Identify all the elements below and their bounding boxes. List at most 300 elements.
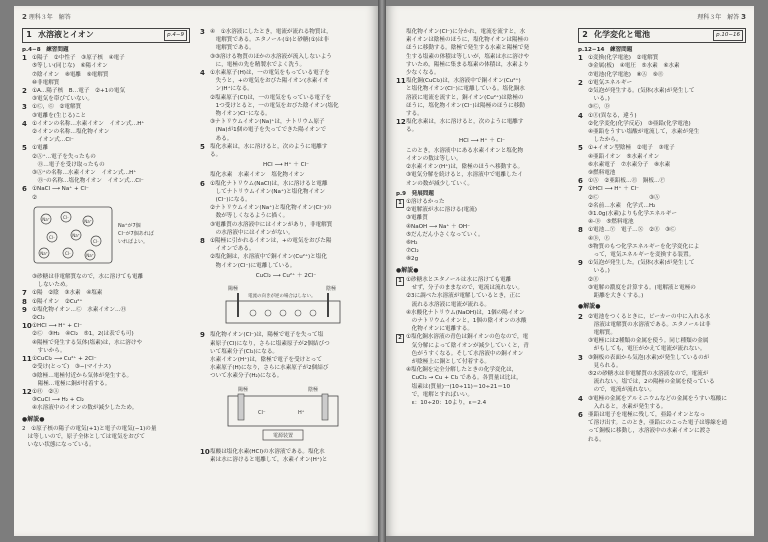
text-line: Ⓑ…電子を受け取ったもの bbox=[32, 161, 105, 168]
kaisetsu-text bbox=[396, 276, 568, 407]
right-page bbox=[386, 6, 754, 536]
item-number: 1 bbox=[22, 54, 27, 63]
item-number: 4 bbox=[22, 119, 27, 128]
numbered-item bbox=[578, 112, 746, 145]
text-line: ①塩化物イオン…Ⓒ 水素イオン…Ⓗ bbox=[32, 306, 127, 313]
text-line: ①砂糖水とエタノールは水に溶けても電離 bbox=[406, 276, 512, 283]
item-number: 10 bbox=[200, 447, 210, 456]
text-line: いて塩素分子(Cl₂)になる。 bbox=[210, 348, 279, 355]
text-line: 塩化銅(CuCl₂)は，水溶液中で銅イオン(Cu²⁺) bbox=[406, 78, 521, 85]
text-line: ③CuCl ⟶ H₂ + Cl₂ bbox=[32, 397, 84, 404]
text-line: すいから。 bbox=[32, 347, 66, 354]
kaisetsu-label: ●解説● bbox=[396, 266, 419, 274]
item-text bbox=[32, 388, 190, 413]
item-number: 8 bbox=[22, 297, 27, 306]
numbered-item bbox=[200, 180, 372, 237]
item-text bbox=[588, 313, 746, 354]
figure-label: 電流の向きが逆の場合はしない。 bbox=[248, 294, 316, 300]
item-text bbox=[588, 177, 746, 185]
text-line: ①陽極に引かれるイオンは，+の電気をおびた陽 bbox=[210, 238, 332, 245]
text-line: 塩酸は塩化水素(HCl)の水溶液である。塩化水 bbox=[210, 448, 325, 455]
item-text bbox=[210, 69, 372, 143]
figure-label: Cl⁻ bbox=[64, 250, 72, 256]
text-line: と塩化物イオン(Cl⁻)に電離している。塩化銅水 bbox=[406, 86, 525, 93]
numbered-item bbox=[22, 355, 190, 388]
item-number bbox=[396, 28, 406, 77]
text-line: の水溶液中にはイオンがない。 bbox=[210, 229, 294, 236]
section-pages: p.10−16 bbox=[713, 30, 743, 40]
item-text bbox=[210, 331, 372, 380]
text-line: ①陽イオン ②Cu²⁺ bbox=[32, 298, 83, 305]
item-text bbox=[406, 28, 568, 77]
figure-shape bbox=[226, 301, 340, 323]
item-number: 3 bbox=[200, 28, 205, 36]
right-running-head bbox=[697, 12, 746, 21]
figure-label: H⁺ bbox=[298, 409, 305, 416]
text-line: ②水素イオン(H⁺)は，陰極のほうへ移動する。 bbox=[406, 164, 524, 171]
text-line: 流れない。塩では，2の陽極の金属を使っている bbox=[588, 379, 715, 386]
numbered-item bbox=[578, 185, 746, 226]
item-number bbox=[396, 309, 406, 334]
text-line: 数が等しくなるように描く。 bbox=[210, 213, 289, 220]
text-line: ③③溶ける物質のほかの水溶液が流入しないよう bbox=[210, 53, 332, 60]
text-line: 1つ受けとると，一の電気をおびた陰イオン(塩化 bbox=[210, 102, 339, 109]
item-number: 9 bbox=[22, 305, 27, 314]
item-text bbox=[32, 120, 190, 145]
electrolysis-figure-hcl bbox=[208, 384, 372, 445]
item-number: 11 bbox=[396, 77, 406, 86]
item-number: 8 bbox=[200, 237, 205, 246]
left-page-number: 2 bbox=[22, 13, 27, 21]
boxed-number: 2 bbox=[396, 334, 404, 343]
text-line: 物イオン)Cl⁻になる。 bbox=[210, 111, 271, 118]
numbered-item bbox=[22, 185, 190, 201]
text-line: ⑩非電解質 bbox=[32, 79, 60, 86]
text-line: ②Ⓒ ③Ⓐ bbox=[588, 194, 660, 201]
text-line: 見られる。 bbox=[588, 362, 622, 369]
item-text bbox=[32, 144, 190, 185]
text-line: れる。 bbox=[588, 436, 605, 443]
item-text bbox=[32, 273, 190, 289]
numbered-item bbox=[396, 276, 568, 309]
left-page bbox=[14, 6, 378, 536]
text-line: ③砂糖は非電解質なので，水に溶けても電離 bbox=[32, 274, 144, 281]
section-number: 1 bbox=[26, 30, 32, 40]
text-line: ①Ⓒ，Ⓖ ②電解質 bbox=[32, 104, 82, 111]
text-line: ②気泡が発生する。(気体(水素)が発生して bbox=[588, 88, 695, 95]
figure-label: 陽極 bbox=[238, 386, 249, 393]
figure-label: Na⁺が7個 bbox=[118, 222, 141, 229]
text-line: ①塩化ナトリウム(NaCl)は，水に溶けると電離 bbox=[210, 180, 328, 187]
equation: HCl ⟶ H⁺ ＋ Cl⁻ bbox=[459, 137, 505, 144]
numbered-item bbox=[578, 354, 746, 395]
text-line: ⑥H₂ bbox=[406, 240, 418, 247]
item-text bbox=[406, 309, 568, 334]
answer-list bbox=[22, 54, 190, 412]
item-text bbox=[32, 322, 190, 355]
numbered-item bbox=[578, 177, 746, 185]
item-text bbox=[32, 298, 190, 306]
numbered-item bbox=[396, 366, 568, 407]
text-line: ②塩化銅は，水溶液中で銅イオン(Cu²⁺)と塩化 bbox=[210, 254, 327, 261]
text-line: ①+イオン型陰極 ②電子 ③電子 bbox=[588, 145, 675, 152]
text-line: がもしても，電圧がかえて電流が流れない。 bbox=[588, 346, 706, 353]
equation: HCl ⟶ H⁺ ＋ Cl⁻ bbox=[263, 162, 309, 169]
text-line: ⑦Cl₂ bbox=[406, 248, 419, 255]
figure-label: 陽極 bbox=[228, 286, 239, 293]
text-line: イオンの数は等しい。 bbox=[406, 156, 462, 163]
item-number: 2 bbox=[578, 78, 583, 87]
item-text bbox=[32, 185, 190, 201]
item-text bbox=[406, 366, 568, 407]
item-number: 6 bbox=[578, 410, 583, 419]
figure-label: Na⁺ bbox=[42, 216, 50, 222]
item-number: 6 bbox=[200, 179, 205, 188]
text-line: ④水酸化ナトリウム(NaOH)は，1個の陽イオン bbox=[406, 309, 525, 316]
text-line: 失うと，+の電気をおびた陽イオン(水素イオ bbox=[210, 78, 329, 85]
numbered-item bbox=[22, 87, 190, 103]
numbered-item bbox=[22, 120, 190, 145]
item-number: 7 bbox=[22, 289, 27, 298]
item-number: 2 bbox=[578, 312, 583, 321]
text-line: ①HCl ⟶ H⁺ ＋ Cl⁻ bbox=[588, 186, 639, 193]
text-line: ③陰極…電極付近から気体が発生する。 bbox=[32, 372, 133, 379]
subhead: p.4−8 練習問題 bbox=[22, 47, 69, 53]
item-number: 10 bbox=[22, 322, 32, 331]
text-line: ①Ⓔ(異なる，違う) bbox=[588, 112, 637, 119]
text-line: ③銅板の表面から気泡(水素)が発生しているのが bbox=[588, 354, 710, 361]
item-number: 9 bbox=[200, 331, 205, 340]
item-text bbox=[406, 147, 568, 188]
numbered-item bbox=[200, 237, 372, 270]
text-line: ⑤2の砂糖水は非電解質の水溶液なので，電流が bbox=[588, 370, 709, 377]
text-line: 物イオン(Cl⁻)に電離している。 bbox=[210, 262, 296, 269]
item-number: 4 bbox=[578, 394, 583, 403]
text-line: いる。) bbox=[588, 268, 610, 275]
text-line: は等しいので，原子全体としては電気をおびて bbox=[22, 433, 145, 440]
subhead-advanced: p.9 発展問題 bbox=[396, 190, 434, 197]
item-number: 7 bbox=[578, 185, 583, 194]
figure-shape bbox=[250, 310, 256, 316]
text-line: 素イオンは陰極のほうに，塩化物イオンは陽極の bbox=[406, 37, 529, 44]
text-line: Ⓑ⁻の名称…塩化物イオン イオン式…Cl⁻ bbox=[32, 178, 144, 185]
item-number: 4 bbox=[200, 69, 205, 78]
figure-svg bbox=[208, 283, 358, 325]
text-line: ほうに移動する。陰極で発生する水素と陽極で発 bbox=[406, 45, 530, 52]
figure-svg bbox=[30, 205, 180, 267]
figure-shape bbox=[310, 310, 316, 316]
text-line: いない状態になっている。 bbox=[22, 442, 95, 449]
section-pages: p.4−9 bbox=[164, 30, 187, 40]
item-number: 5 bbox=[22, 144, 27, 153]
item-number bbox=[396, 198, 406, 264]
text-line: オンの数が減少していく。 bbox=[406, 180, 474, 187]
text-line: って銅板に移動し，水溶液中の水素イオンに渡さ bbox=[588, 428, 711, 435]
text-line: ③電解の濃度を計算する。(電解液と電極の bbox=[588, 284, 696, 291]
text-line: 塩化物イオン(Cl⁻)は，陽極で電子を失って塩 bbox=[210, 332, 324, 339]
numbered-item bbox=[578, 313, 746, 354]
text-line: ②塩素原子(Cl)は，一の電気をもっている電子を bbox=[210, 94, 332, 101]
right-page-column-2 bbox=[578, 28, 746, 444]
item-text bbox=[210, 237, 372, 270]
numbered-item bbox=[200, 448, 372, 464]
item-number bbox=[396, 147, 406, 188]
figure-label: Na⁺ bbox=[86, 252, 94, 258]
text-line: ②Ⓐ⁺…電子を失ったもの bbox=[32, 153, 96, 160]
figure-label: 陰極 bbox=[308, 386, 319, 393]
text-line: ①イオンの名称…水素イオン イオン式…H⁺ bbox=[32, 120, 145, 127]
text-line: ② bbox=[32, 194, 38, 201]
left-page-column-1 bbox=[22, 28, 190, 449]
figure-shape bbox=[238, 394, 244, 420]
text-line: ①CuCl₂ ⟶ Cu²⁺ + 2Cl⁻ bbox=[32, 356, 97, 363]
figure-shape bbox=[322, 394, 328, 420]
text-line: ④塩化銅を完全分解したときの化学変化は， bbox=[406, 367, 518, 374]
item-text bbox=[588, 354, 746, 395]
section-title: 化学変化と電池 bbox=[594, 30, 650, 40]
item-text bbox=[32, 306, 190, 322]
text-line: ②Ⓒ ③H₂ ④Cl₂ ⑤1，2(は表でも可) bbox=[32, 331, 134, 338]
left-page-column-2 bbox=[200, 28, 372, 464]
text-line: ⑨燃料電池 bbox=[588, 170, 616, 177]
text-line: ①Ⓗ ②Ⓐ bbox=[32, 388, 59, 395]
item-text bbox=[210, 171, 372, 179]
item-number bbox=[200, 171, 210, 179]
item-text bbox=[588, 185, 746, 226]
text-line: 塩化水素 水素イオン 塩化物イオン bbox=[210, 172, 305, 179]
text-line: いる。) bbox=[588, 96, 610, 103]
text-line: (Cl⁻)になる。 bbox=[210, 197, 251, 204]
item-text bbox=[32, 355, 190, 388]
text-line: ①溶けるかった bbox=[406, 199, 445, 206]
item-text bbox=[406, 77, 568, 118]
text-line: ③電極には2種類の金属を使う。同じ種類の金属 bbox=[588, 338, 709, 345]
text-line: ⑥水素電子 ⑦水素分子 ⑧水素 bbox=[588, 161, 671, 168]
text-line: て溶け出す。このとき，亜鉛にのこった電子は導線を通 bbox=[588, 420, 728, 427]
item-text bbox=[406, 276, 568, 309]
text-line: ε：10÷20：10より，ε＝2.4 bbox=[406, 399, 487, 406]
item-number: 5 bbox=[578, 144, 583, 153]
item-text bbox=[32, 87, 190, 103]
text-line: してナトリウムイオン(Na⁺)と塩化物イオン bbox=[210, 188, 326, 195]
numbered-item bbox=[22, 103, 190, 119]
text-line: ②3に調べた水溶液が電解しているとき，正に bbox=[406, 293, 521, 300]
item-number bbox=[396, 366, 406, 407]
text-line: ②ナトリウムイオン(Na⁺)と塩化物イオン(Cl⁻)の bbox=[210, 205, 332, 212]
numbered-item bbox=[200, 331, 372, 380]
item-text bbox=[406, 198, 568, 264]
text-line: ①電池…Ⓨ 電子…Ⓧ ②Ⓔ ③Ⓒ bbox=[588, 227, 676, 234]
text-line: ①水素原子(H)は，一の電気をもっている電子を bbox=[210, 70, 330, 77]
numbered-item bbox=[200, 28, 372, 69]
text-line: イオンである。 bbox=[210, 246, 255, 253]
numbered-item bbox=[578, 144, 746, 177]
item-text bbox=[32, 289, 190, 297]
item-number: 11 bbox=[22, 355, 32, 364]
text-line: って，電気エネルギーを変換する装置。 bbox=[588, 252, 695, 259]
text-line: する。 bbox=[406, 111, 423, 118]
item-text bbox=[210, 448, 372, 464]
figure-shape bbox=[280, 310, 286, 316]
text-line: ②化学変化(化学反応) ③亜鉛(化学電池) bbox=[588, 120, 691, 127]
numbered-item bbox=[200, 171, 372, 179]
text-line: したから。 bbox=[588, 137, 622, 144]
figure-label: 陰極 bbox=[326, 286, 337, 293]
text-line: ②電池をつくるときに，ビーカーの中に入れる水 bbox=[588, 313, 711, 320]
left-running-head-text: 理科３年 解答 bbox=[28, 14, 71, 21]
text-line: ③電離質の水溶液中にはイオンがあり，非電解質 bbox=[210, 221, 333, 228]
book-gutter bbox=[378, 0, 386, 542]
figure-label: Cl⁻ bbox=[92, 238, 100, 244]
text-line: 陽極…電極に銅が付着する。 bbox=[32, 380, 111, 387]
numbered-item bbox=[22, 306, 190, 322]
text-line: 電解質。 bbox=[588, 329, 616, 336]
text-line: ②Cl₂ bbox=[32, 315, 45, 322]
item-text bbox=[210, 180, 372, 237]
kaisetsu-text bbox=[22, 425, 190, 450]
text-line: ②Ⓔ bbox=[588, 276, 599, 283]
numbered-item bbox=[578, 259, 746, 300]
text-line: ④ ①水溶液にしたとき，電流が流れる物質は， bbox=[210, 29, 332, 35]
text-line: ①気泡が発生した。(気体(水素)が発生して bbox=[588, 260, 695, 267]
text-line: ついて水素分子(H₂)になる。 bbox=[210, 373, 283, 380]
text-line: 塩化水素は，水に溶けると，次のように電離す bbox=[210, 143, 328, 150]
text-line: ③電気分解を続けると，水溶液中で電離したイ bbox=[406, 172, 523, 179]
text-line: ③ナトリウムイオン(Na)⁺は，ナトリウム原子 bbox=[210, 119, 325, 126]
text-line: ③金属(板) ④電圧 ⑤水素 ⑥水素 bbox=[588, 63, 680, 70]
item-text bbox=[588, 144, 746, 177]
text-line: 色がうすくなる。そして水溶液中の銅イオン bbox=[406, 350, 524, 357]
figure-label: いればよい。 bbox=[118, 238, 149, 245]
kaisetsu-label: ●解説● bbox=[22, 415, 45, 423]
advanced-answer-list bbox=[396, 198, 568, 264]
text-line: る。 bbox=[406, 127, 418, 134]
text-line: イオン式…Cl⁻ bbox=[32, 137, 74, 144]
text-line: 溶液に電流を流すと，銅イオン(Cu²⁺)は陰極の bbox=[406, 94, 524, 101]
numbered-item bbox=[396, 118, 568, 134]
numbered-item bbox=[200, 69, 372, 143]
text-line: すいため，陽極に集まる塩素の体積は，水素より bbox=[406, 61, 529, 68]
figure-label: 電源装置 bbox=[272, 432, 294, 439]
ion-figure bbox=[30, 205, 190, 270]
figure-label: Cl⁻ bbox=[48, 234, 56, 240]
kaisetsu-text bbox=[578, 313, 746, 444]
item-number: 3 bbox=[578, 353, 583, 362]
figure-label: Cl⁻が7個あれば bbox=[118, 230, 154, 237]
numbered-item bbox=[200, 143, 372, 159]
left-running-head bbox=[22, 12, 71, 21]
text-line: で，電解とすればいい。 bbox=[406, 391, 474, 398]
item-number: 6 bbox=[22, 185, 27, 194]
text-line: ⑤物質のもつ化学エネルギーを化学変化によ bbox=[588, 243, 700, 250]
text-line: 少なくなる。 bbox=[406, 70, 440, 77]
section-title-box bbox=[22, 28, 190, 43]
item-number: 9 bbox=[578, 259, 583, 268]
text-line: ④-Ⓓ ⑤燃料電池 bbox=[588, 219, 634, 226]
numbered-item bbox=[396, 198, 568, 264]
text-line: 距離を大きくする。) bbox=[588, 293, 644, 300]
item-text bbox=[32, 103, 190, 119]
item-text bbox=[588, 226, 746, 259]
text-line: 入れると，水素が発生する。 bbox=[588, 403, 667, 410]
text-line: 気分解によって陰イオンが減少していくと，青 bbox=[406, 342, 529, 349]
right-running-head-text: 理科３年 解答 bbox=[697, 14, 740, 21]
numbered-item bbox=[578, 226, 746, 259]
text-line: ④陽極で発生する気体(塩素)は，水に溶けや bbox=[32, 339, 143, 346]
text-line: ③Ⓐ⁺の名称…水素イオン イオン式…H⁺ bbox=[32, 170, 137, 177]
numbered-item bbox=[22, 54, 190, 87]
item-text bbox=[588, 79, 746, 112]
text-line: が陰極上に銅として付着する。 bbox=[406, 358, 490, 365]
text-line: ③電離質 bbox=[406, 215, 428, 222]
item-number: 1 bbox=[578, 54, 583, 63]
item-text bbox=[588, 411, 746, 444]
item-number: 2 bbox=[22, 87, 27, 96]
text-line: ④亜鉛をうすい塩酸が電流して，水素が発生 bbox=[588, 129, 700, 136]
section-title-box bbox=[578, 28, 746, 43]
numbered-item bbox=[578, 79, 746, 112]
text-line: ン)H⁺になる。 bbox=[210, 86, 253, 93]
right-page-number: 3 bbox=[741, 13, 746, 21]
text-line: ③電極の金属をアルミニウムなどの金属をうすい塩酸に bbox=[588, 395, 727, 402]
text-line: ①HCl ⟶ H⁺ + Cl⁻ bbox=[32, 323, 83, 330]
text-line: ある。 bbox=[210, 135, 233, 142]
figure-label: Cl⁻ bbox=[258, 409, 266, 416]
text-line: ①変換(化学電池) ②電解質 bbox=[588, 55, 659, 62]
text-line: せず，分子のままなので，電流は流れない。 bbox=[406, 285, 523, 292]
item-text bbox=[588, 395, 746, 411]
item-text bbox=[406, 118, 568, 134]
item-text bbox=[32, 54, 190, 87]
text-line: のナトリウムイオンと，1個の陰イオンの水酸 bbox=[406, 317, 527, 324]
text-line: ⑤だんだん小さくなっていく。 bbox=[406, 231, 484, 238]
text-line: ①塩化銅水溶液の青色は銅イオンの色なので，電 bbox=[406, 334, 529, 341]
numbered-item bbox=[22, 289, 190, 297]
text-line: 水素原子(H)になり，さらに水素原子が2個結び bbox=[210, 365, 329, 372]
numbered-item bbox=[578, 411, 746, 444]
text-line: ⑧2g bbox=[406, 256, 419, 263]
text-line: ①NaCl ⟶ Na⁺ + Cl⁻ bbox=[32, 186, 89, 193]
text-line: このとき，水溶液中にある水素イオンと塩化物 bbox=[406, 147, 524, 154]
numbered-item bbox=[396, 28, 568, 77]
numbered-item bbox=[396, 333, 568, 366]
numbered-item bbox=[22, 298, 190, 306]
text-line: 塩化水素は，水に溶けると，次のように電離す bbox=[406, 119, 524, 126]
item-number bbox=[22, 273, 32, 289]
text-line: ①電離 bbox=[32, 145, 49, 152]
boxed-number: 1 bbox=[396, 199, 404, 208]
item-number: 12 bbox=[396, 118, 406, 127]
text-line: 流れる水溶液に電流が流れる。 bbox=[406, 301, 490, 308]
explanation-list bbox=[396, 28, 568, 188]
boxed-number: 1 bbox=[396, 277, 404, 286]
text-line: ③Ⓒ，Ⓓ bbox=[588, 104, 610, 111]
figure-shape bbox=[295, 310, 301, 316]
figure-label: Cl⁻ bbox=[62, 214, 70, 220]
text-line: ④水溶液中のイオンの数が減少したため。 bbox=[32, 405, 138, 412]
text-line: 化物イオンに電離する。 bbox=[406, 326, 473, 333]
item-number: 3 bbox=[22, 103, 27, 112]
item-number: 8 bbox=[578, 226, 583, 235]
figure-shape bbox=[228, 396, 338, 426]
numbered-item bbox=[22, 273, 190, 289]
answer-list bbox=[578, 54, 746, 300]
item-number: 5 bbox=[200, 142, 205, 151]
explanation-list bbox=[200, 28, 372, 464]
text-line: ①Ⓐ ②亜鉛板…Ⓔ 銅板…Ⓕ bbox=[588, 178, 666, 185]
numbered-item bbox=[22, 322, 190, 355]
text-line: 溶液は電解質の水溶液である。エタノールは非 bbox=[588, 321, 711, 328]
